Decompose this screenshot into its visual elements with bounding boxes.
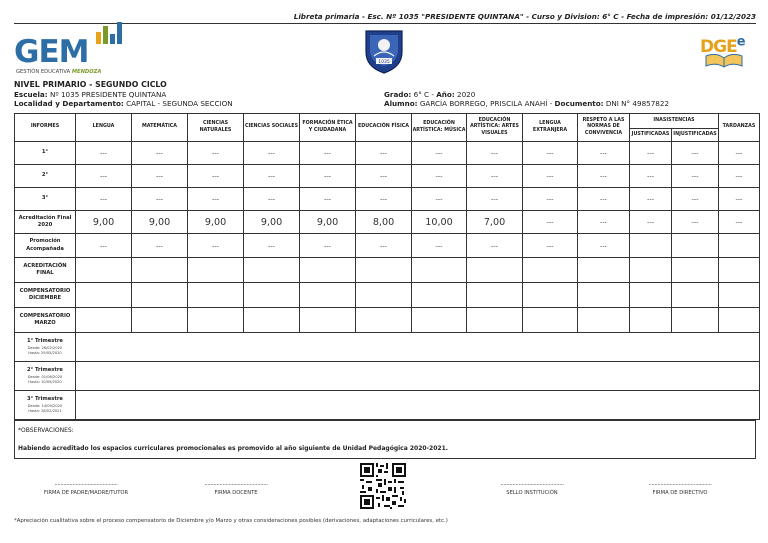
school-seal-icon — [362, 28, 406, 74]
grade-cell: --- — [356, 165, 412, 188]
document-header-text: Libreta primaria - Esc. Nº 1035 "PRESIDENTE QUINTANA" - Curso y Division: 6° C - Fecha de impresión: 01/12/2023 — [293, 12, 756, 21]
grade-cell: --- — [412, 234, 467, 258]
grade-cell — [630, 234, 672, 258]
grade-cell: --- — [630, 211, 672, 234]
grade-cell: --- — [244, 188, 300, 211]
trimestre-row — [15, 333, 760, 362]
signature-docente-label: FIRMA DOCENTE — [214, 490, 258, 496]
table-row — [15, 165, 760, 188]
grade-cell: --- — [630, 188, 672, 211]
signature-padre: .......................................... FIRMA DE PADRE/MADRE/TUTOR — [36, 480, 136, 496]
grade-cell: 9,00 — [76, 211, 132, 234]
grade-cell: --- — [719, 165, 760, 188]
grade-cell: --- — [467, 234, 523, 258]
grade-cell — [719, 234, 760, 258]
trimestre-row — [15, 391, 760, 420]
grade-cell: --- — [467, 165, 523, 188]
row-label: Acreditación Final 2020 — [15, 211, 76, 234]
grade-cell: --- — [356, 142, 412, 165]
signature-docente: .......................................... FIRMA DOCENTE — [186, 480, 286, 496]
header-informes: INFORMES — [15, 114, 76, 142]
grade-cell: --- — [300, 234, 356, 258]
grade-cell: --- — [523, 211, 578, 234]
grade-cell: --- — [244, 142, 300, 165]
header-injustificadas: INJUSTIFICADAS — [672, 129, 719, 142]
alumno-line: Alumno: GARCÍA BORREGO, PRISCILA ANAHÍ - Documento: DNI N° 49857822 — [384, 99, 670, 108]
trimestre-comment — [76, 362, 760, 391]
trimestre-label: 2° Trimestre Desde: 01/06/2020 Hasta: 10/09/2020 — [15, 362, 76, 391]
header-ciencias-naturales: CIENCIAS NATURALES — [188, 114, 244, 142]
grade-cell: --- — [578, 211, 630, 234]
header-respeto-normas: RESPETO A LAS NORMAS DE CONVIVENCIA — [578, 114, 630, 142]
grade-cell: --- — [188, 142, 244, 165]
row-label: Promoción Acompañada — [15, 234, 76, 258]
grade-cell: --- — [300, 165, 356, 188]
grade-cell: --- — [132, 165, 188, 188]
header-lengua-extranjera: LENGUA EXTRANJERA — [523, 114, 578, 142]
gem-logo — [14, 36, 126, 80]
row-label: 2° — [15, 165, 76, 188]
row-label: ACREDITACIÓN FINAL — [15, 258, 76, 283]
signature-padre-label: FIRMA DE PADRE/MADRE/TUTOR — [43, 490, 129, 496]
table-row — [15, 308, 760, 333]
grades-table — [14, 113, 760, 420]
header-matematica: MATEMÁTICA — [132, 114, 188, 142]
signature-sello: .......................................... SELLO INSTITUCIÓN — [482, 480, 582, 496]
row-label: 1° — [15, 142, 76, 165]
row-label: COMPENSATORIO MARZO — [15, 308, 76, 333]
grade-cell: --- — [578, 188, 630, 211]
nivel-title: NIVEL PRIMARIO - SEGUNDO CICLO — [14, 80, 167, 89]
trimestre-label: 1° Trimestre Desde: 26/02/2020 Hasta: 29/05/2020 — [15, 333, 76, 362]
grade-cell: --- — [630, 165, 672, 188]
grade-cell: --- — [188, 165, 244, 188]
grade-cell: --- — [412, 142, 467, 165]
grade-cell: --- — [132, 142, 188, 165]
grade-cell: --- — [76, 165, 132, 188]
grade-cell: --- — [467, 142, 523, 165]
grade-cell: --- — [76, 188, 132, 211]
document-header-line — [14, 10, 756, 24]
table-row — [15, 211, 760, 234]
dge-logo-word: DGE$^e$ — [700, 34, 745, 57]
table-row — [15, 142, 760, 165]
grade-cell: --- — [132, 188, 188, 211]
grade-cell: 7,00 — [467, 211, 523, 234]
row-label: 3° — [15, 188, 76, 211]
signature-directivo: .......................................... FIRMA DE DIRECTIVO — [630, 480, 730, 496]
grade-cell: --- — [578, 165, 630, 188]
grade-cell: --- — [672, 211, 719, 234]
grade-cell: --- — [719, 211, 760, 234]
observaciones-text: Habiendo acreditado los espacios curriculares promocionales es promovido al año siguiente de Unidad Pedagógica 2020-2021. — [18, 445, 449, 452]
grade-cell: --- — [523, 142, 578, 165]
grade-cell: --- — [412, 188, 467, 211]
grade-cell: --- — [523, 188, 578, 211]
signature-directivo-label: FIRMA DE DIRECTIVO — [652, 490, 708, 496]
header-justificadas: JUSTIFICADAS — [630, 129, 672, 142]
grade-cell: --- — [188, 234, 244, 258]
grade-cell: --- — [467, 188, 523, 211]
grade-cell: --- — [300, 188, 356, 211]
table-row — [15, 188, 760, 211]
grade-cell: --- — [672, 188, 719, 211]
grade-cell: --- — [719, 142, 760, 165]
trimestre-comment — [76, 333, 760, 362]
grade-cell: --- — [412, 165, 467, 188]
signature-sello-label: SELLO INSTITUCIÓN — [506, 490, 558, 496]
localidad-line: Localidad y Departamento: CAPITAL - SEGUNDA SECCION — [14, 99, 233, 108]
table-row — [15, 234, 760, 258]
trimestre-row — [15, 362, 760, 391]
grade-cell: --- — [356, 188, 412, 211]
grade-cell: --- — [630, 142, 672, 165]
qr-code-icon — [358, 460, 408, 512]
grade-cell: --- — [578, 234, 630, 258]
dge-logo — [700, 34, 756, 70]
header-tardanzas: TARDANZAS — [719, 114, 760, 142]
header-artistica-musica: EDUCACIÓN ARTÍSTICA: MÚSICA — [412, 114, 467, 142]
seal-number: 1035 — [378, 60, 390, 65]
header-ciencias-sociales: CIENCIAS SOCIALES — [244, 114, 300, 142]
grade-cell: 9,00 — [244, 211, 300, 234]
header-formacion-etica: FORMACIÓN ÉTICA Y CIUDADANA — [300, 114, 356, 142]
grade-cell: --- — [244, 165, 300, 188]
table-row — [15, 258, 760, 283]
grade-cell: --- — [300, 142, 356, 165]
grade-cell: --- — [244, 234, 300, 258]
grade-cell: 9,00 — [188, 211, 244, 234]
escuela-line: Escuela: Nº 1035 PRESIDENTE QUINTANA — [14, 90, 167, 99]
grade-cell: 10,00 — [412, 211, 467, 234]
grade-cell: --- — [523, 234, 578, 258]
trimestre-comment — [76, 391, 760, 420]
grade-cell: 8,00 — [356, 211, 412, 234]
grade-cell: --- — [76, 234, 132, 258]
header-inasistencias: INASISTENCIAS — [630, 114, 719, 129]
grade-cell: --- — [719, 188, 760, 211]
gem-logo-subtitle: GESTIÓN EDUCATIVA MENDOZA — [16, 69, 102, 75]
grade-cell: 9,00 — [300, 211, 356, 234]
grade-cell: --- — [356, 234, 412, 258]
grade-cell: --- — [578, 142, 630, 165]
gem-logo-word: GEM — [14, 34, 89, 70]
grade-cell: --- — [76, 142, 132, 165]
trimestre-label: 3° Trimestre Desde: 14/09/2020 Hasta: 28/02/2021 — [15, 391, 76, 420]
grade-cell: --- — [132, 234, 188, 258]
grade-cell: --- — [672, 165, 719, 188]
grado-line: Grado: 6° C - Año: 2020 — [384, 90, 476, 99]
grade-cell — [672, 234, 719, 258]
grade-cell: 9,00 — [132, 211, 188, 234]
book-icon — [704, 54, 744, 68]
grade-cell: --- — [523, 165, 578, 188]
row-label: COMPENSATORIO DICIEMBRE — [15, 283, 76, 308]
table-row — [15, 283, 760, 308]
header-lengua: LENGUA — [76, 114, 132, 142]
header-artistica-visuales: EDUCACIÓN ARTÍSTICA: ARTES VISUALES — [467, 114, 523, 142]
observaciones-label: *OBSERVACIONES: — [18, 427, 74, 434]
header-educacion-fisica: EDUCACIÓN FÍSICA — [356, 114, 412, 142]
observaciones-box — [14, 420, 756, 459]
footnote: *Apreciación cualitativa sobre el proceso compensatorio de Diciembre y/o Marzo y otras consideraciones posibles (derivaciones, adaptaciones curriculares, etc.) — [14, 518, 448, 524]
grade-cell: --- — [672, 142, 719, 165]
grade-cell: --- — [188, 188, 244, 211]
